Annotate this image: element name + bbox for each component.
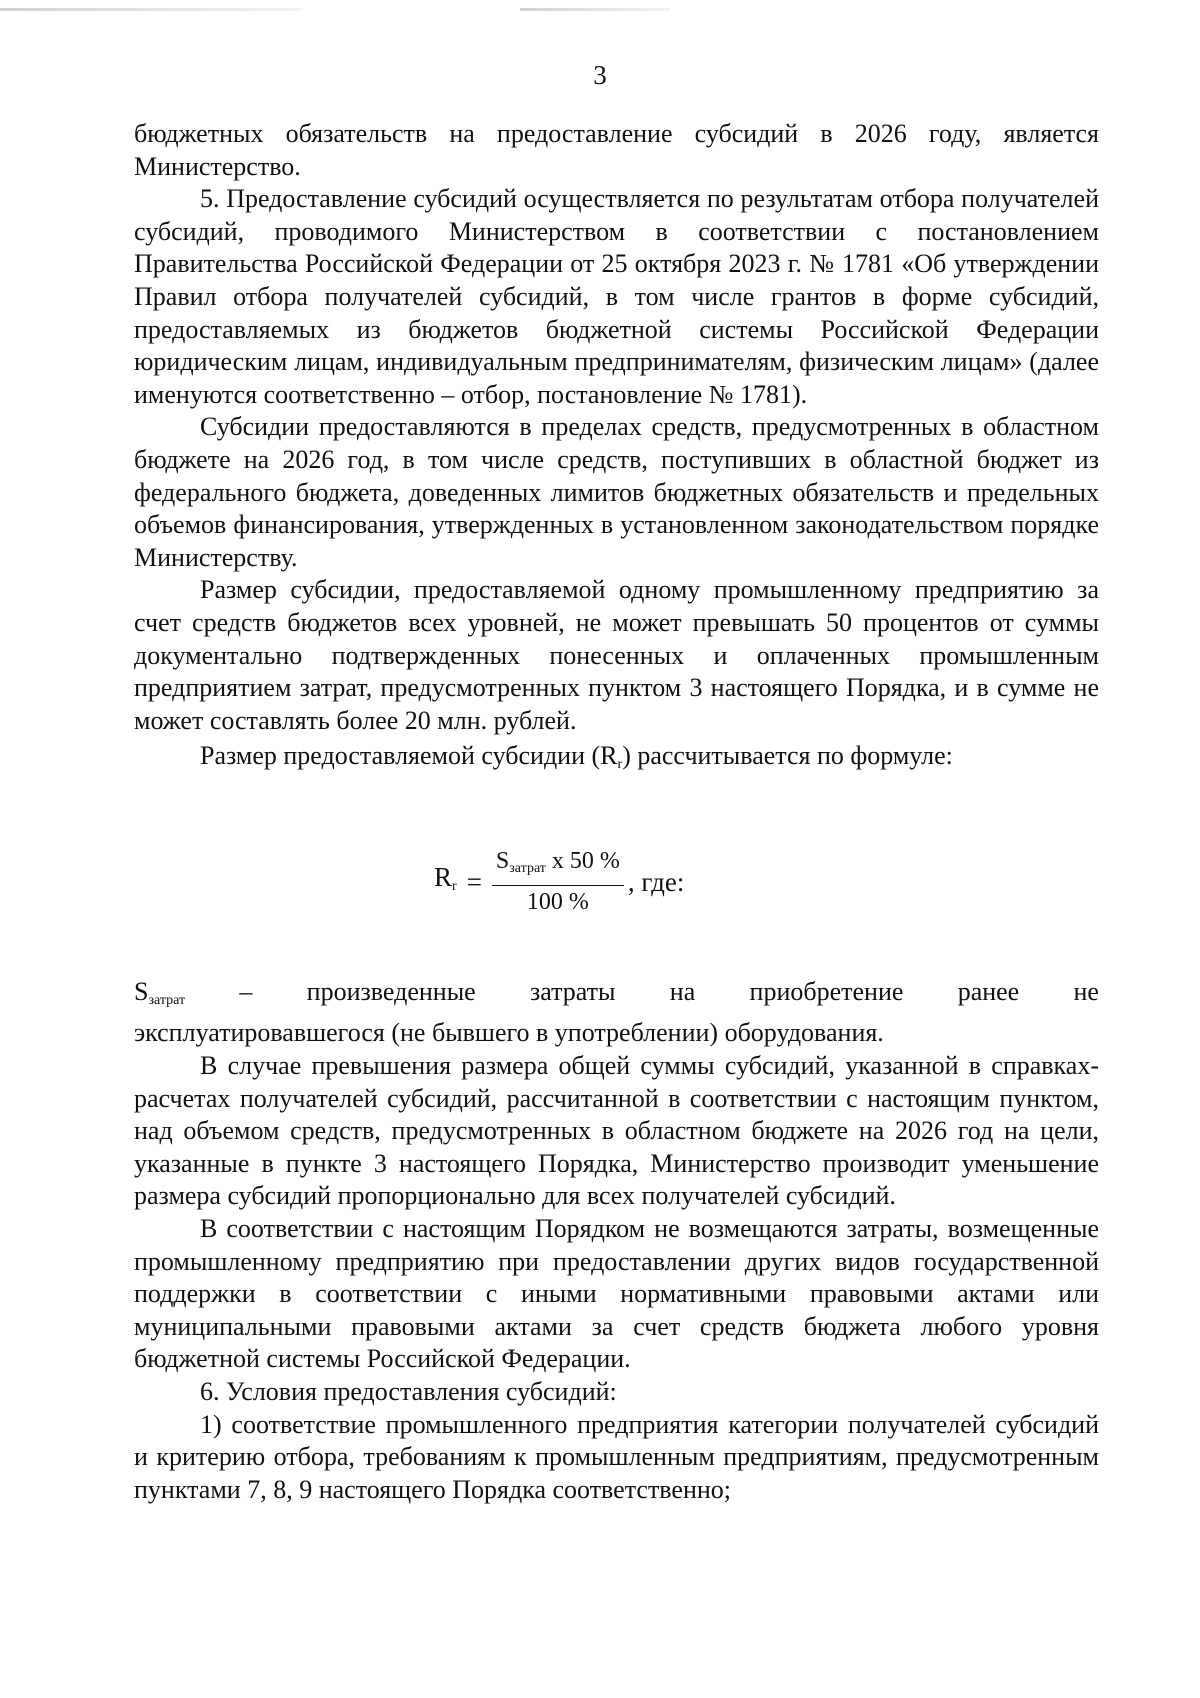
document-body (134, 118, 1099, 1506)
paragraph: Размер субсидии, предоставляемой одному промышленному предприятию за счет средств бюджетов всех уровней, не может превышать 50 процентов от суммы документально подтвержденных понесенных и оплаченных промышленным предприятием затрат, предусмотренных пунктом 3 настоящего Порядка, и в сумме не может составлять более 20 млн. рублей. (134, 575, 1099, 735)
formula-lhs-sub: r (452, 878, 457, 894)
formula-equals: = (466, 866, 482, 897)
definition-word: затраты (529, 976, 616, 1006)
definition-continuation: эксплуатировавшегося (не бывшего в употреблении) оборудования. (134, 1018, 884, 1048)
numerator-symbol: S (495, 848, 510, 875)
page-number: 3 (593, 60, 607, 90)
paragraph: 6. Условия предоставления субсидий: (200, 1377, 617, 1406)
definition-symbol-letter: S (134, 976, 149, 1006)
numerator-sub: затрат (509, 861, 546, 877)
formula-block (134, 790, 1099, 970)
formula-denominator: 100 % (526, 889, 589, 916)
paragraph: В соответствии с настоящим Порядком не возмещаются затраты, возмещенные промышленному предприятию при предоставлении других видов государственной поддержки в соответствии с иными нормативными правовыми актами или муниципальными правовыми актами за счет средств бюджета любого уровня бюджетной системы Российской Федерации. (134, 1214, 1099, 1374)
definition-symbol-sub: затрат (148, 992, 186, 1008)
formula-lhs (434, 861, 457, 904)
definition-word: произведенные (306, 976, 476, 1006)
formula-suffix: , где: (627, 866, 685, 897)
numerator-rest: x 50 % (545, 848, 620, 875)
paragraph: В случае превышения размера общей суммы субсидий, указанной в справках-расчетах получателей субсидий, рассчитанной в соответствии с настоящим пунктом, над объемом средств, предусмотренных в областном бюджете на 2026 год на цели, указанные в пункте 3 настоящего Порядка, Министерство производит уменьшение размера субсидий пропорционально для всех получателей субсидий. (134, 1051, 1099, 1211)
formula-intro (134, 740, 1099, 782)
scan-artifact-right (520, 8, 670, 11)
formula-fraction (492, 847, 624, 916)
definition-word: на (669, 976, 696, 1006)
paragraph: Субсидии предоставляются в пределах средств, предусмотренных в областном бюджете на 2026 год, в том числе средств, поступивших в областной бюджет из федерального бюджета, доведенных лимитов бюджетных обязательств и предельных объемов финансирования, утвержденных в установленном законодательством порядке Министерству. (134, 412, 1099, 572)
definition-word: ранее (957, 976, 1020, 1006)
paragraph: бюджетных обязательств на предоставление субсидий в 2026 году, является Министерство. (134, 119, 1099, 181)
definition-word: приобретение (749, 976, 904, 1006)
formula (434, 842, 684, 922)
definition-word: не (1073, 976, 1099, 1006)
formula-intro-after: ) рассчитывается по формуле: (622, 741, 953, 771)
formula-intro-sub: r (617, 757, 623, 773)
formula-intro-before: Размер предоставляемой субсидии (R (200, 741, 618, 771)
scan-artifact-left (0, 8, 300, 11)
formula-numerator (492, 847, 624, 886)
paragraph: 5. Предоставление субсидий осуществляется по результатам отбора получателей субсидий, проводимого Министерством в соответствии с постановлением Правительства Российской Федерации от 25 октября 2023 г. № 1781 «Об утверждении Правил отбора получателей субсидий, в том числе грантов в форме субсидий, предоставляемых из бюджетов бюджетной системы Российской Федерации юридическим лицам, индивидуальным предпринимателям, физическим лицам» (далее именуются соответственно – отбор, постановление № 1781). (134, 184, 1099, 409)
definition-dash: – (239, 976, 253, 1006)
definition-symbol (134, 976, 185, 1018)
formula-lhs-symbol: R (434, 861, 453, 892)
definition-line (134, 976, 1099, 1018)
paragraph: 1) соответствие промышленного предприятия категории получателей субсидий и критерию отбора, требованиям к промышленным предприятиям, предусмотренным пунктами 7, 8, 9 настоящего Порядка соответственно; (134, 1409, 1099, 1504)
